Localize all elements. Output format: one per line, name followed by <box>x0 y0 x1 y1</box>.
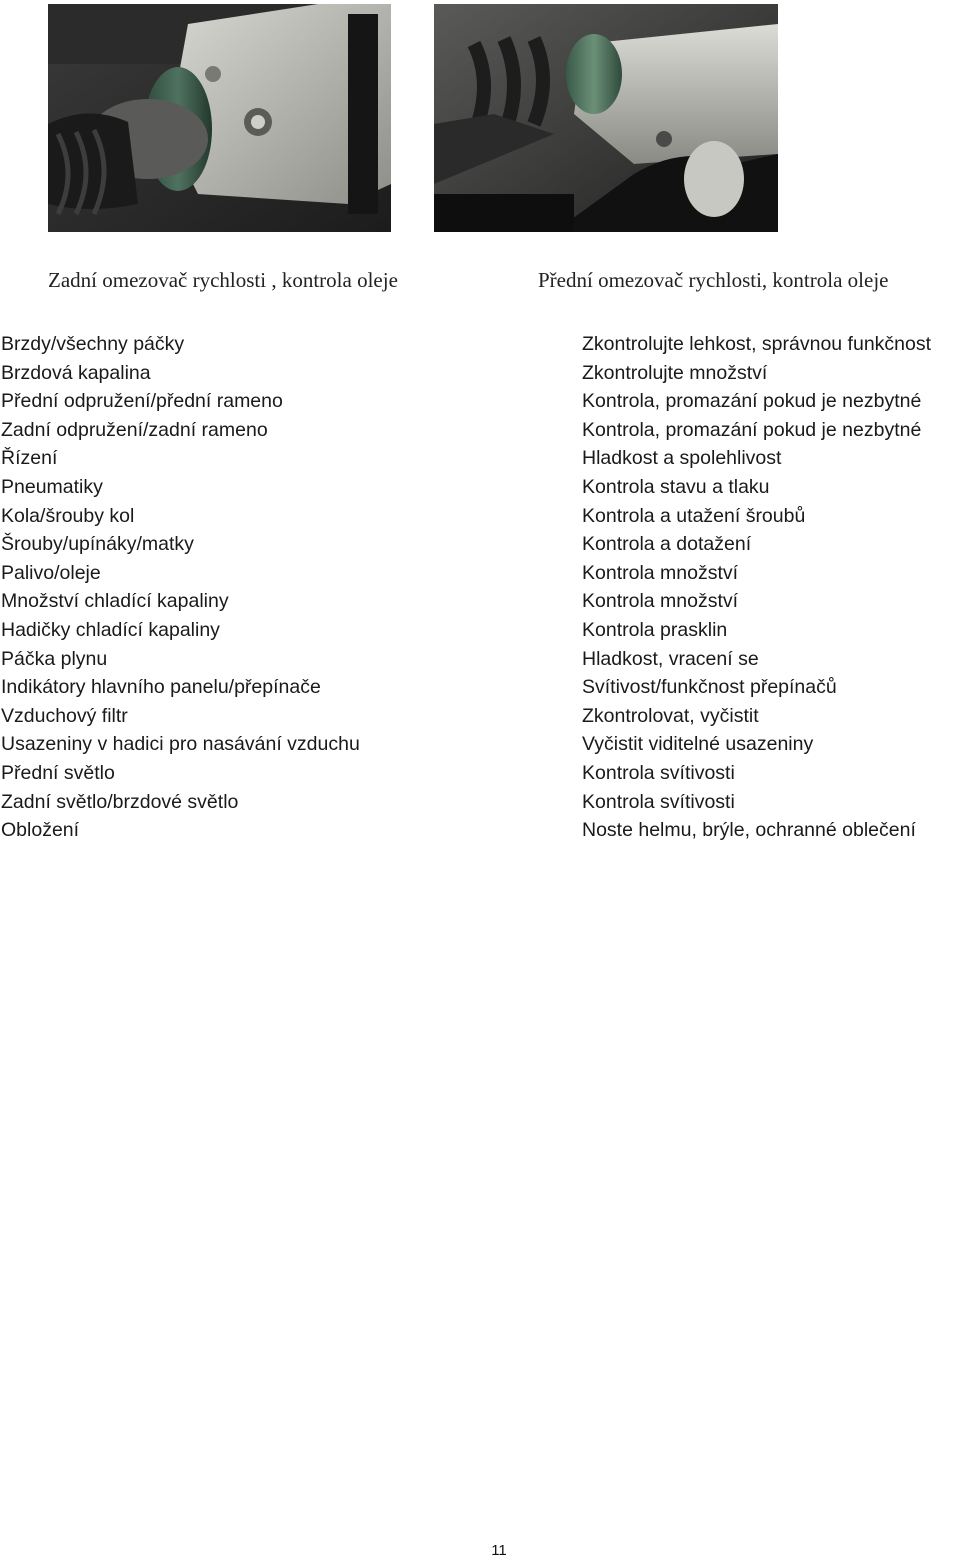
action-item: Hladkost a spolehlivost <box>582 447 782 470</box>
action-item: Kontrola množství <box>582 590 739 613</box>
action-item: Noste helmu, brýle, ochranné oblečení <box>582 819 916 842</box>
front-speed-limiter-photo <box>434 4 778 232</box>
checklist-actions <box>582 330 958 845</box>
list-item: Brzdy/všechny páčky <box>1 333 185 355</box>
list-item: Zadní odpružení/zadní rameno <box>1 418 268 441</box>
list-item: Palivo/oleje <box>1 561 101 584</box>
rear-caption: Zadní omezovač rychlosti , kontrola oleje <box>48 268 398 292</box>
list-item: Přední světlo <box>1 761 115 784</box>
action-item: Zkontrolujte lehkost, správnou funkčnost <box>582 333 932 355</box>
action-item: Vyčistit viditelné usazeniny <box>582 733 814 756</box>
list-item: Usazeniny v hadici pro nasávání vzduchu <box>1 733 360 756</box>
list-item: Množství chladící kapaliny <box>1 590 229 613</box>
action-item: Kontrola prasklin <box>582 618 728 641</box>
action-item: Kontrola, promazání pokud je nezbytné <box>582 418 922 441</box>
list-item: Kola/šrouby kol <box>1 504 135 527</box>
rear-speed-limiter-photo <box>48 4 391 232</box>
list-item: Pneumatiky <box>1 475 103 498</box>
action-item: Kontrola a dotažení <box>582 533 752 556</box>
list-item: Přední odpružení/přední rameno <box>1 390 283 413</box>
list-item: Páčka plynu <box>1 647 108 670</box>
action-item: Kontrola množství <box>582 561 739 584</box>
action-item: Kontrola svítivosti <box>582 790 735 813</box>
list-item: Hadičky chladící kapaliny <box>1 618 220 641</box>
action-item: Zkontrolujte množství <box>582 361 768 384</box>
list-item: Brzdová kapalina <box>1 361 151 384</box>
list-item: Vzduchový filtr <box>1 704 128 727</box>
front-caption: Přední omezovač rychlosti, kontrola oleje <box>538 268 889 292</box>
action-item: Hladkost, vracení se <box>582 647 759 670</box>
action-item: Kontrola, promazání pokud je nezbytné <box>582 390 922 413</box>
front-speed-limiter-illustration <box>434 4 778 232</box>
action-item: Kontrola svítivosti <box>582 761 735 784</box>
list-item: Indikátory hlavního panelu/přepínače <box>1 676 321 699</box>
page-number: 11 <box>491 1542 507 1559</box>
rear-speed-limiter-illustration <box>48 4 391 232</box>
list-item: Šrouby/upínáky/matky <box>1 533 194 556</box>
list-item: Řízení <box>1 447 58 470</box>
list-item: Obložení <box>1 819 80 842</box>
list-item: Zadní světlo/brzdové světlo <box>1 790 239 813</box>
action-item: Kontrola a utažení šroubů <box>582 504 806 527</box>
action-item: Svítivost/funkčnost přepínačů <box>582 676 837 699</box>
action-item: Zkontrolovat, vyčistit <box>582 704 759 727</box>
checklist-items <box>1 330 561 845</box>
action-item: Kontrola stavu a tlaku <box>582 475 770 498</box>
